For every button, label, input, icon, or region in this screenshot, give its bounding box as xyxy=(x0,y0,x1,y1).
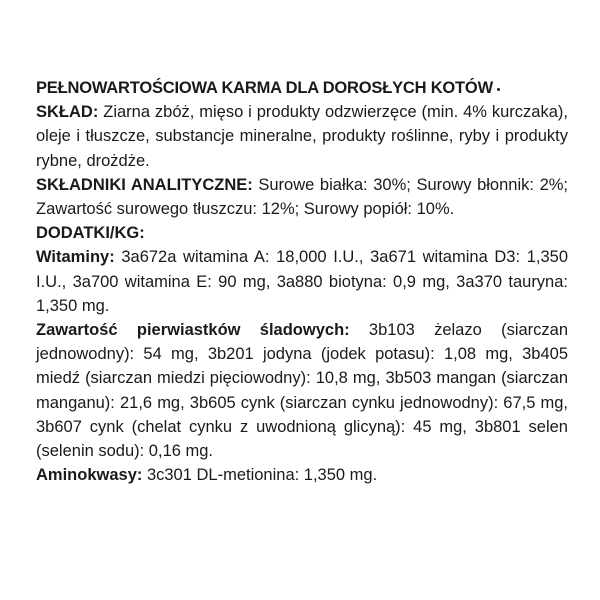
trace-elements-heading: Zawartość pierwiastków śladowych: xyxy=(36,321,350,340)
additives-heading: DODATKI/KG: xyxy=(36,224,145,243)
vitamins-heading: Witaminy: xyxy=(36,248,115,267)
vitamins-text: 3a672a witamina A: 18,000 I.U., 3a671 witamina D3: 1,350 I.U., 3a700 witamina E: 90 mg, 3a880 biotyna: 0,9 mg, 3a370 tauryna: 1,350 mg. xyxy=(36,248,568,315)
product-title-text: PEŁNOWARTOŚCIOWA KARMA DLA DOROSŁYCH KOTÓW xyxy=(36,79,493,97)
analytical-heading: SKŁADNIKI ANALITYCZNE: xyxy=(36,175,253,194)
vitamins-section xyxy=(36,245,568,318)
composition-text: Ziarna zbóż, mięso i produkty odzwierzęce (min. 4% kurczaka), oleje i tłuszcze, substancje mineralne, produkty roślinne, ryby i produkty rybne, drożdże. xyxy=(36,103,568,170)
analytical-text: Surowe białka: 30%; Surowy błonnik: 2%; Zawartość surowego tłuszczu: 12%; Surowy popiół: 10%. xyxy=(36,175,569,219)
analytical-section xyxy=(36,173,568,221)
composition-heading: SKŁAD: xyxy=(36,103,99,122)
product-title xyxy=(36,76,568,100)
additives-section xyxy=(36,221,568,245)
amino-acids-text: 3c301 DL-metionina: 1,350 mg. xyxy=(142,466,378,485)
amino-acids-section xyxy=(36,463,568,487)
amino-acids-heading: Aminokwasy: xyxy=(36,466,143,485)
trace-elements-section xyxy=(36,318,568,463)
ingredients-label xyxy=(36,76,568,487)
composition-section xyxy=(36,100,568,173)
trace-elements-text: 3b103 żelazo (siarczan jednowodny): 54 mg, 3b201 jodyna (jodek potasu): 1,08 mg, 3b405 miedź (siarczan miedzi pięciowodny): 10,8 mg, 3b503 mangan (siarczan manganu): 21,6 mg, 3b605 cynk (siarczan cynku jednowodny): 67,5 mg, 3b607 cynk (chelat cynku z uwodnioną glicyną): 45 mg, 3b801 selen (selenin sodu): 0,16 mg. xyxy=(36,321,569,461)
title-dot xyxy=(497,88,500,91)
